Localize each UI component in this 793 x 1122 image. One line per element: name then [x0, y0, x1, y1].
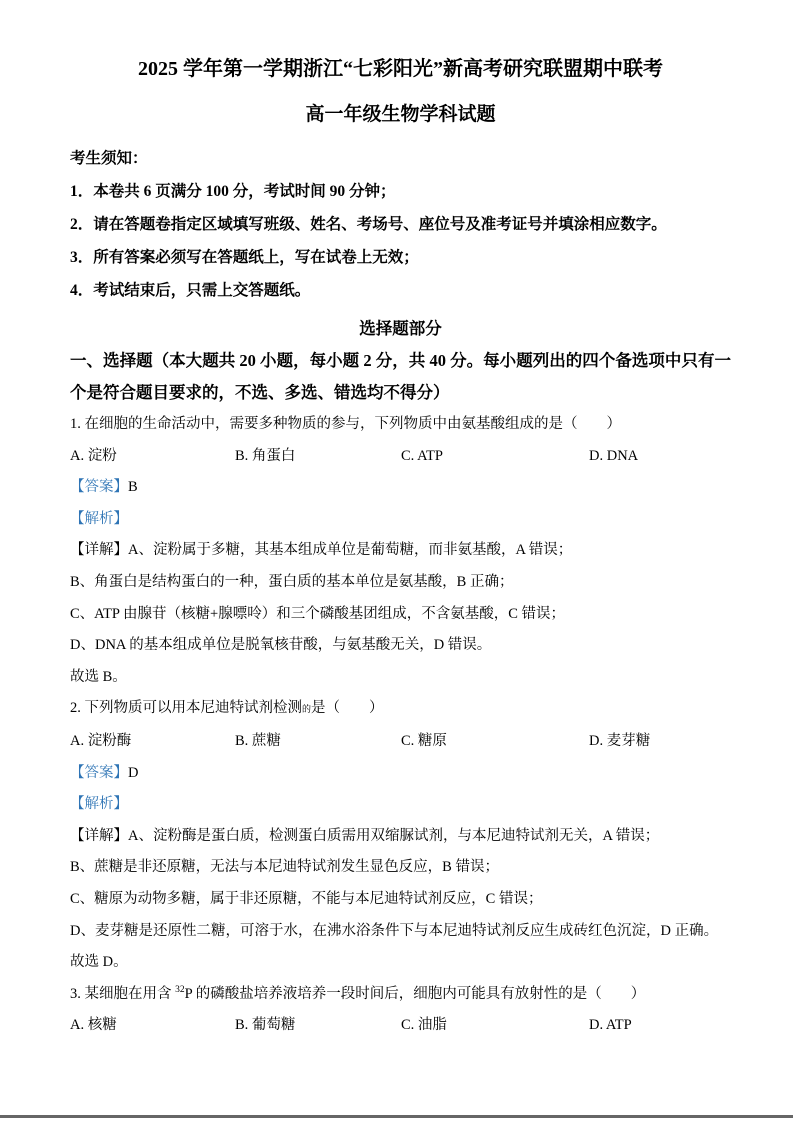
question-1-stem: 1. 在细胞的生命活动中，需要多种物质的参与，下列物质中由氨基酸组成的是（ ） [70, 416, 621, 432]
notice-item-2: 2．请在答题卷指定区域填写班级、姓名、考场号、座位号及准考证号并填涂相应数字。 [70, 216, 667, 233]
question-3-stem [70, 979, 731, 1011]
question-2-detail-d: D、麦芽糖是还原性二糖，可溶于水，在沸水浴条件下与本尼迪特试剂反应生成砖红色沉淀，D 正确。 [70, 922, 719, 939]
notice-item-1: 1．本卷共 6 页满分 100 分，考试时间 90 分钟； [70, 183, 396, 200]
question-1-options [70, 441, 731, 473]
question-3-option-b: B. 葡萄糖 [235, 1017, 296, 1034]
question-2-stem-post: 是（ ） [311, 700, 384, 717]
analysis-label: 【解析】 [70, 510, 128, 527]
question-1-option-b: B. 角蛋白 [235, 447, 296, 464]
question-3-option-c: C. 油脂 [401, 1017, 447, 1034]
question-2-stem-small-char: 的 [302, 704, 312, 715]
analysis-label: 【解析】 [70, 796, 128, 813]
question-1-answer-value: B [128, 479, 138, 496]
question-3-stem-post: P 的磷酸盐培养液培养一段时间后，细胞内可能具有放射性的是（ ） [184, 985, 646, 1002]
question-3-isotope-superscript: 32 [175, 984, 185, 995]
question-1-detail-a: 【详解】A、淀粉属于多糖，其基本组成单位是葡萄糖，而非氨基酸，A 错误； [70, 542, 573, 559]
question-1-conclusion: 故选 B。 [70, 668, 127, 685]
question-1-detail-c: C、ATP 由腺苷（核糖+腺嘌呤）和三个磷酸基团组成，不含氨基酸，C 错误； [70, 605, 566, 622]
question-2-stem [70, 693, 731, 726]
question-3-stem-pre: 3. 某细胞在用含 [70, 985, 176, 1002]
answer-label: 【答案】 [70, 479, 128, 496]
question-3-option-d: D. ATP [589, 1017, 632, 1034]
answer-label: 【答案】 [70, 764, 128, 781]
question-1-option-c: C. ATP [401, 447, 443, 464]
question-2-option-b: B. 蔗糖 [235, 732, 281, 749]
section-heading: 选择题部分 [359, 319, 442, 338]
notice-heading: 考生须知： [70, 150, 148, 167]
exam-subtitle: 高一年级生物学科试题 [305, 104, 496, 125]
question-3-options [70, 1010, 731, 1042]
question-2-detail-b: B、蔗糖是非还原糖，无法与本尼迪特试剂发生显色反应，B 错误； [70, 859, 499, 876]
question-2-option-d: D. 麦芽糖 [589, 732, 651, 749]
exam-title: 2025 学年第一学期浙江“七彩阳光”新高考研究联盟期中联考 [138, 58, 663, 80]
question-2-options [70, 726, 731, 758]
question-2-detail-a: 【详解】A、淀粉酶是蛋白质，检测蛋白质需用双缩脲试剂，与本尼迪特试剂无关，A 错误； [70, 827, 660, 844]
question-2-detail-c: C、糖原为动物多糖，属于非还原糖，不能与本尼迪特试剂反应，C 错误； [70, 890, 543, 907]
notice-item-4: 4．考试结束后，只需上交答题纸。 [70, 282, 311, 299]
page-break-divider [0, 1115, 793, 1118]
section-intro: 一、选择题（本大题共 20 小题，每小题 2 分，共 40 分。每小题列出的四个备选项中只有一个是符合题目要求的，不选、多选、错选均不得分） [70, 351, 731, 402]
question-2-answer-value: D [128, 764, 139, 781]
question-1-detail-d: D、DNA 的基本组成单位是脱氧核苷酸，与氨基酸无关，D 错误。 [70, 637, 492, 654]
question-2-stem-pre: 2. 下列物质可以用本尼迪特试剂检测 [70, 700, 302, 717]
question-1-answer-line [70, 472, 731, 504]
question-2-answer-line [70, 758, 731, 790]
question-2-option-c: C. 糖原 [401, 732, 447, 749]
question-1-detail-b: B、角蛋白是结构蛋白的一种，蛋白质的基本单位是氨基酸，B 正确； [70, 573, 514, 590]
question-2-option-a: A. 淀粉酶 [70, 732, 132, 749]
question-2-conclusion: 故选 D。 [70, 954, 128, 971]
question-1-option-a: A. 淀粉 [70, 447, 117, 464]
question-1-option-d: D. DNA [589, 447, 639, 464]
question-3-option-a: A. 核糖 [70, 1017, 117, 1034]
notice-item-3: 3．所有答案必须写在答题纸上，写在试卷上无效； [70, 249, 419, 266]
